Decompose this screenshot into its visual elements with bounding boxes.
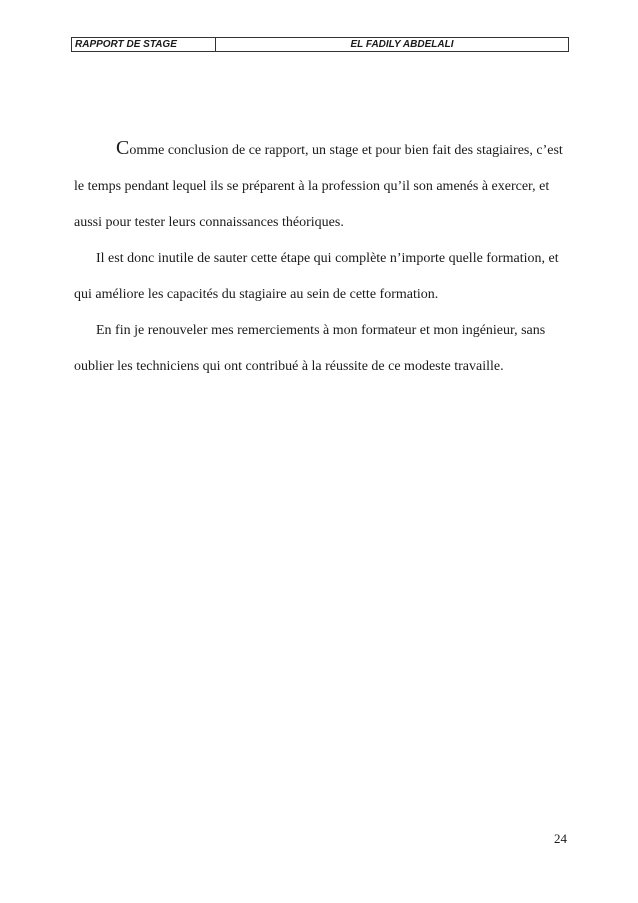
paragraph-acknowledgements: En fin je renouveler mes remerciements à mon formateur et mon ingénieur, sans oublier les techniciens qui ont contribué à la réussite de ce modeste travaille.: [74, 323, 546, 374]
conclusion-body: [74, 130, 574, 385]
paragraph-stage-importance: Il est donc inutile de sauter cette étape qui complète n’importe quelle formation, et qui améliore les capacités du stagiaire au sein de cette formation.: [74, 251, 559, 302]
page-number: 24: [554, 831, 567, 846]
header-report-title: RAPPORT DE STAGE: [72, 38, 216, 51]
paragraph-initial: C: [116, 137, 130, 159]
paragraph-conclusion: [74, 130, 574, 241]
page-header: [71, 37, 569, 52]
header-author-name: EL FADILY ABDELALI: [350, 39, 454, 50]
paragraph-conclusion-text: omme conclusion de ce rapport, un stage et pour bien fait des stagiaires, c’est le temps pendant lequel ils se préparent à la profession qu’il son amenés à exercer, et aussi pour tester leurs connaissances théoriques.: [74, 143, 563, 230]
